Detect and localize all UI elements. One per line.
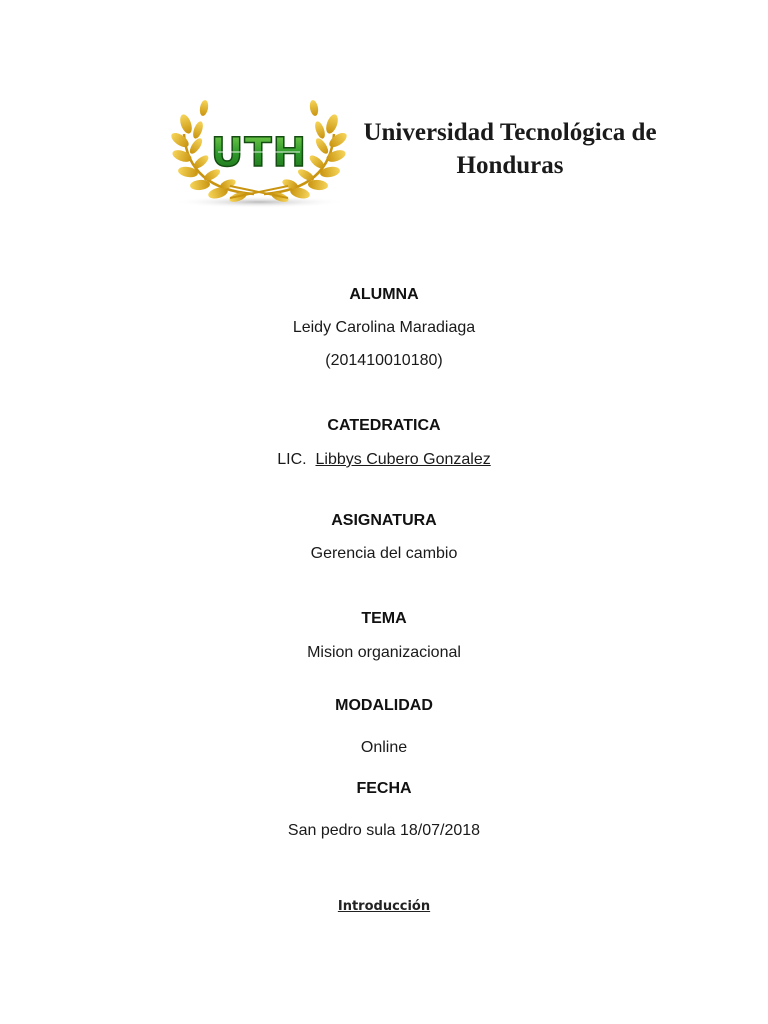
university-name bbox=[350, 116, 670, 182]
svg-text:UTH: UTH bbox=[210, 130, 308, 176]
asignatura-heading: ASIGNATURA bbox=[331, 512, 437, 529]
fecha-heading: FECHA bbox=[356, 780, 412, 797]
tema-heading: TEMA bbox=[361, 610, 407, 627]
student-id: (201410010180) bbox=[325, 352, 443, 369]
subject-value: Gerencia del cambio bbox=[310, 545, 458, 562]
student-name: Leidy Carolina Maradiaga bbox=[292, 319, 476, 336]
topic-value: Mision organizacional bbox=[307, 644, 461, 661]
alumna-heading: ALUMNA bbox=[349, 286, 419, 303]
modality-value: Online bbox=[360, 739, 408, 756]
university-name-line2: Honduras bbox=[456, 152, 564, 179]
modalidad-heading: MODALIDAD bbox=[335, 697, 433, 714]
university-logo bbox=[168, 94, 350, 212]
university-name-line1: Universidad Tecnológica de bbox=[363, 119, 657, 146]
professor-line bbox=[0, 450, 768, 470]
professor-name: Libbys Cubero Gonzalez bbox=[315, 451, 491, 468]
professor-prefix: LIC. bbox=[277, 451, 307, 468]
section-title-introduccion: Introducción bbox=[337, 899, 431, 914]
catedratica-heading: CATEDRATICA bbox=[327, 417, 441, 434]
date-value: San pedro sula 18/07/2018 bbox=[287, 822, 481, 839]
